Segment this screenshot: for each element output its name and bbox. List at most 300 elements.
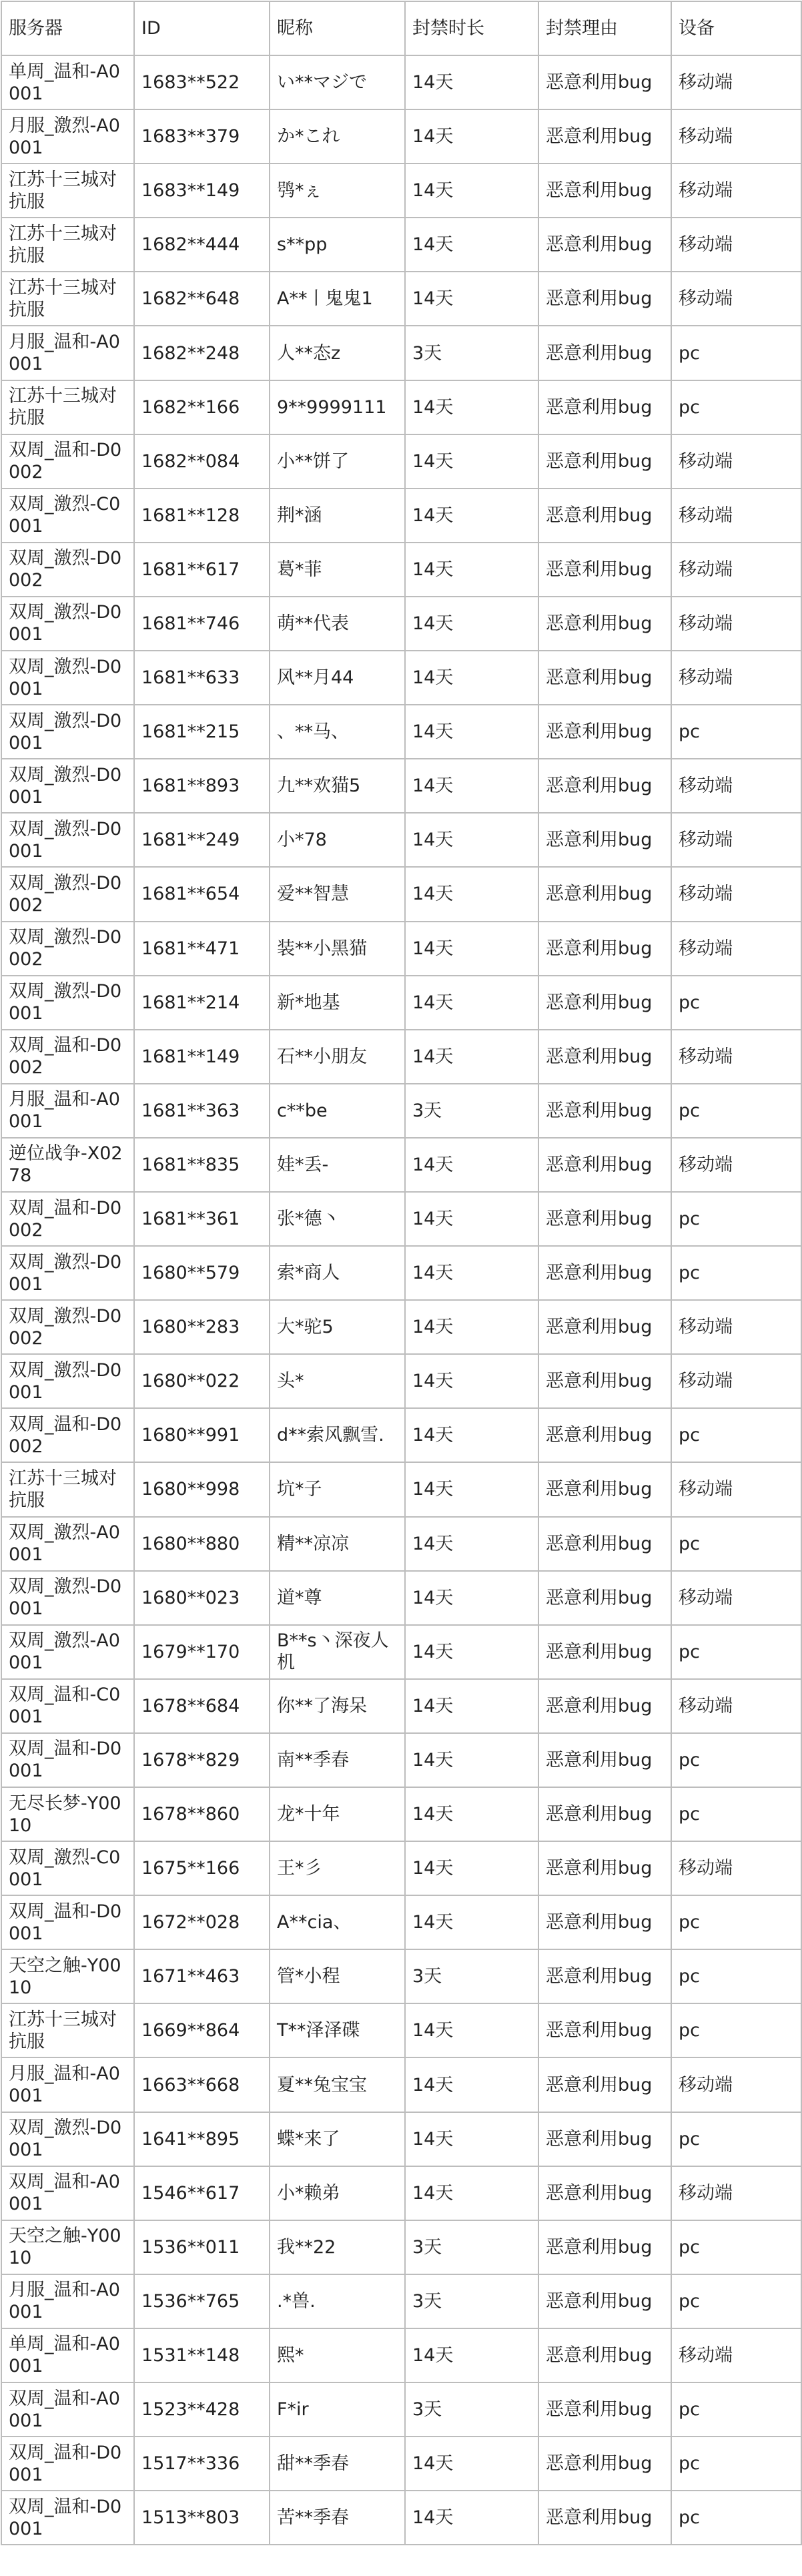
- cell-server: 单周_温和-A0001: [1, 55, 134, 109]
- table-row: [1, 1138, 801, 1192]
- cell-id: 1680**880: [134, 1517, 270, 1571]
- cell-ban-reason: 恶意利用bug: [538, 1084, 671, 1138]
- cell-device: pc: [671, 1787, 801, 1841]
- cell-nickname: 大*驼5: [270, 1300, 405, 1354]
- table-row: [1, 867, 801, 921]
- cell-nickname: 甜**季春: [270, 2437, 405, 2491]
- table-row: [1, 543, 801, 597]
- table-row: [1, 326, 801, 380]
- header-device: 设备: [671, 1, 801, 55]
- cell-server: 逆位战争-X0278: [1, 1138, 134, 1192]
- cell-ban-reason: 恶意利用bug: [538, 1300, 671, 1354]
- cell-ban-duration: 3天: [405, 2220, 538, 2274]
- cell-nickname: 娃*丢-: [270, 1138, 405, 1192]
- cell-nickname: 蝶*来了: [270, 2112, 405, 2166]
- cell-id: 1680**022: [134, 1354, 270, 1408]
- cell-id: 1681**893: [134, 759, 270, 813]
- cell-ban-duration: 14天: [405, 1571, 538, 1625]
- cell-id: 1546**617: [134, 2166, 270, 2220]
- cell-device: pc: [671, 1949, 801, 2003]
- cell-nickname: 风**月44: [270, 651, 405, 705]
- table-row: [1, 2003, 801, 2057]
- cell-nickname: 九**欢猫5: [270, 759, 405, 813]
- cell-ban-duration: 14天: [405, 434, 538, 489]
- cell-id: 1536**765: [134, 2274, 270, 2328]
- cell-ban-duration: 14天: [405, 1679, 538, 1733]
- cell-ban-duration: 14天: [405, 1138, 538, 1192]
- table-row: [1, 1517, 801, 1571]
- cell-server: 双周_温和-D0002: [1, 1192, 134, 1246]
- cell-server: 双周_激烈-C0001: [1, 1841, 134, 1895]
- cell-ban-duration: 3天: [405, 1949, 538, 2003]
- cell-device: 移动端: [671, 489, 801, 543]
- cell-id: 1536**011: [134, 2220, 270, 2274]
- cell-device: 移动端: [671, 1679, 801, 1733]
- cell-device: pc: [671, 976, 801, 1030]
- table-row: [1, 218, 801, 272]
- table-row: [1, 976, 801, 1030]
- cell-ban-reason: 恶意利用bug: [538, 1138, 671, 1192]
- cell-server: 双周_温和-A0001: [1, 2382, 134, 2437]
- cell-id: 1681**149: [134, 1030, 270, 1084]
- cell-server: 双周_激烈-D0001: [1, 976, 134, 1030]
- cell-device: pc: [671, 326, 801, 380]
- cell-nickname: .*兽.: [270, 2274, 405, 2328]
- cell-device: 移动端: [671, 1841, 801, 1895]
- table-row: [1, 164, 801, 218]
- cell-device: 移动端: [671, 434, 801, 489]
- cell-device: pc: [671, 1084, 801, 1138]
- cell-ban-reason: 恶意利用bug: [538, 2112, 671, 2166]
- cell-server: 双周_激烈-D0001: [1, 597, 134, 651]
- cell-device: pc: [671, 2437, 801, 2491]
- cell-ban-reason: 恶意利用bug: [538, 380, 671, 434]
- cell-server: 双周_激烈-A0001: [1, 1625, 134, 1679]
- cell-ban-reason: 恶意利用bug: [538, 272, 671, 326]
- cell-ban-duration: 14天: [405, 380, 538, 434]
- cell-device: 移动端: [671, 2328, 801, 2382]
- cell-device: pc: [671, 1517, 801, 1571]
- table-row: [1, 1300, 801, 1354]
- cell-ban-duration: 14天: [405, 2057, 538, 2112]
- cell-ban-duration: 14天: [405, 813, 538, 867]
- cell-ban-duration: 14天: [405, 759, 538, 813]
- cell-ban-duration: 3天: [405, 1084, 538, 1138]
- cell-device: pc: [671, 2003, 801, 2057]
- cell-device: pc: [671, 2491, 801, 2545]
- cell-nickname: d**索风飘雪.: [270, 1408, 405, 1462]
- cell-server: 双周_激烈-C0001: [1, 489, 134, 543]
- cell-ban-reason: 恶意利用bug: [538, 2491, 671, 2545]
- cell-device: pc: [671, 705, 801, 759]
- cell-ban-reason: 恶意利用bug: [538, 1787, 671, 1841]
- cell-ban-reason: 恶意利用bug: [538, 2166, 671, 2220]
- cell-device: 移动端: [671, 759, 801, 813]
- cell-id: 1678**684: [134, 1679, 270, 1733]
- cell-ban-duration: 14天: [405, 272, 538, 326]
- table-row: [1, 109, 801, 164]
- cell-nickname: 人**态z: [270, 326, 405, 380]
- cell-id: 1681**633: [134, 651, 270, 705]
- cell-device: pc: [671, 1192, 801, 1246]
- cell-ban-duration: 14天: [405, 109, 538, 164]
- cell-server: 天空之触-Y0010: [1, 1949, 134, 2003]
- cell-server: 无尽长梦-Y0010: [1, 1787, 134, 1841]
- cell-device: 移动端: [671, 543, 801, 597]
- cell-nickname: 鸮*ぇ: [270, 164, 405, 218]
- cell-id: 1679**170: [134, 1625, 270, 1679]
- cell-ban-duration: 14天: [405, 1462, 538, 1516]
- cell-ban-reason: 恶意利用bug: [538, 1841, 671, 1895]
- table-row: [1, 55, 801, 109]
- cell-server: 江苏十三城对抗服: [1, 164, 134, 218]
- cell-ban-duration: 14天: [405, 597, 538, 651]
- cell-nickname: 南**季春: [270, 1733, 405, 1787]
- cell-server: 双周_温和-D0002: [1, 1030, 134, 1084]
- cell-ban-reason: 恶意利用bug: [538, 1895, 671, 1949]
- cell-id: 1682**248: [134, 326, 270, 380]
- cell-device: 移动端: [671, 1138, 801, 1192]
- cell-id: 1681**363: [134, 1084, 270, 1138]
- cell-ban-duration: 3天: [405, 2382, 538, 2437]
- cell-server: 双周_温和-D0001: [1, 1895, 134, 1949]
- cell-id: 1681**215: [134, 705, 270, 759]
- cell-server: 双周_温和-D0002: [1, 434, 134, 489]
- cell-device: 移动端: [671, 2057, 801, 2112]
- cell-ban-reason: 恶意利用bug: [538, 705, 671, 759]
- cell-id: 1672**028: [134, 1895, 270, 1949]
- table-row: [1, 922, 801, 976]
- cell-ban-reason: 恶意利用bug: [538, 2057, 671, 2112]
- table-row: [1, 1084, 801, 1138]
- cell-ban-duration: 14天: [405, 489, 538, 543]
- cell-id: 1683**379: [134, 109, 270, 164]
- table-row: [1, 2491, 801, 2545]
- table-row: [1, 1841, 801, 1895]
- cell-id: 1641**895: [134, 2112, 270, 2166]
- table-row: [1, 1625, 801, 1679]
- cell-server: 双周_温和-C0001: [1, 1679, 134, 1733]
- cell-id: 1523**428: [134, 2382, 270, 2437]
- cell-nickname: 小*赖弟: [270, 2166, 405, 2220]
- cell-ban-duration: 14天: [405, 1246, 538, 1300]
- cell-nickname: 索*商人: [270, 1246, 405, 1300]
- table-row: [1, 2274, 801, 2328]
- cell-device: 移动端: [671, 1300, 801, 1354]
- cell-id: 1680**283: [134, 1300, 270, 1354]
- cell-server: 双周_温和-D0001: [1, 2491, 134, 2545]
- cell-id: 1681**654: [134, 867, 270, 921]
- cell-server: 双周_温和-D0001: [1, 1733, 134, 1787]
- cell-id: 1669**864: [134, 2003, 270, 2057]
- cell-id: 1517**336: [134, 2437, 270, 2491]
- cell-ban-reason: 恶意利用bug: [538, 2003, 671, 2057]
- cell-ban-reason: 恶意利用bug: [538, 1679, 671, 1733]
- cell-server: 月服_温和-A0001: [1, 2274, 134, 2328]
- cell-ban-duration: 14天: [405, 1895, 538, 1949]
- cell-ban-duration: 14天: [405, 1030, 538, 1084]
- cell-nickname: 坑*子: [270, 1462, 405, 1516]
- cell-id: 1680**023: [134, 1571, 270, 1625]
- table-row: [1, 705, 801, 759]
- cell-server: 双周_激烈-D0002: [1, 1300, 134, 1354]
- cell-id: 1681**214: [134, 976, 270, 1030]
- cell-server: 双周_激烈-D0001: [1, 1354, 134, 1408]
- cell-ban-reason: 恶意利用bug: [538, 1571, 671, 1625]
- cell-nickname: 爱**智慧: [270, 867, 405, 921]
- table-body: [1, 55, 801, 2545]
- cell-id: 1681**249: [134, 813, 270, 867]
- cell-device: 移动端: [671, 1571, 801, 1625]
- cell-ban-reason: 恶意利用bug: [538, 759, 671, 813]
- cell-id: 1680**579: [134, 1246, 270, 1300]
- cell-ban-reason: 恶意利用bug: [538, 813, 671, 867]
- cell-server: 双周_激烈-A0001: [1, 1517, 134, 1571]
- cell-ban-duration: 14天: [405, 55, 538, 109]
- table-row: [1, 1949, 801, 2003]
- table-row: [1, 1192, 801, 1246]
- cell-nickname: 张*德丶: [270, 1192, 405, 1246]
- cell-nickname: 龙*十年: [270, 1787, 405, 1841]
- cell-nickname: 熙*: [270, 2328, 405, 2382]
- cell-server: 双周_激烈-D0001: [1, 1571, 134, 1625]
- cell-server: 天空之触-Y0010: [1, 2220, 134, 2274]
- header-ban-reason: 封禁理由: [538, 1, 671, 55]
- cell-id: 1682**166: [134, 380, 270, 434]
- cell-ban-duration: 14天: [405, 2328, 538, 2382]
- cell-ban-duration: 14天: [405, 976, 538, 1030]
- cell-nickname: 管*小程: [270, 1949, 405, 2003]
- cell-ban-reason: 恶意利用bug: [538, 1949, 671, 2003]
- cell-device: 移动端: [671, 597, 801, 651]
- cell-id: 1671**463: [134, 1949, 270, 2003]
- table-row: [1, 1354, 801, 1408]
- cell-ban-reason: 恶意利用bug: [538, 2220, 671, 2274]
- table-row: [1, 1895, 801, 1949]
- cell-id: 1678**829: [134, 1733, 270, 1787]
- table-row: [1, 272, 801, 326]
- cell-device: 移动端: [671, 867, 801, 921]
- header-id: ID: [134, 1, 270, 55]
- table-row: [1, 1787, 801, 1841]
- cell-nickname: 葛*菲: [270, 543, 405, 597]
- cell-ban-reason: 恶意利用bug: [538, 1192, 671, 1246]
- cell-ban-reason: 恶意利用bug: [538, 1408, 671, 1462]
- cell-server: 双周_激烈-D0001: [1, 1246, 134, 1300]
- cell-server: 月服_温和-A0001: [1, 326, 134, 380]
- cell-ban-reason: 恶意利用bug: [538, 1462, 671, 1516]
- table-row: [1, 2112, 801, 2166]
- header-ban-duration: 封禁时长: [405, 1, 538, 55]
- cell-nickname: 萌**代表: [270, 597, 405, 651]
- cell-ban-reason: 恶意利用bug: [538, 164, 671, 218]
- cell-ban-reason: 恶意利用bug: [538, 55, 671, 109]
- table-row: [1, 2057, 801, 2112]
- cell-ban-reason: 恶意利用bug: [538, 651, 671, 705]
- cell-device: pc: [671, 2112, 801, 2166]
- cell-ban-duration: 14天: [405, 2003, 538, 2057]
- cell-nickname: 道*尊: [270, 1571, 405, 1625]
- cell-ban-duration: 3天: [405, 326, 538, 380]
- header-server: 服务器: [1, 1, 134, 55]
- cell-server: 月服_激烈-A0001: [1, 109, 134, 164]
- cell-id: 1681**835: [134, 1138, 270, 1192]
- cell-device: 移动端: [671, 218, 801, 272]
- cell-server: 双周_温和-D0001: [1, 2437, 134, 2491]
- cell-ban-duration: 14天: [405, 705, 538, 759]
- cell-device: pc: [671, 1895, 801, 1949]
- cell-ban-duration: 14天: [405, 1408, 538, 1462]
- cell-server: 双周_激烈-D0002: [1, 543, 134, 597]
- cell-id: 1531**148: [134, 2328, 270, 2382]
- cell-device: pc: [671, 1625, 801, 1679]
- cell-ban-duration: 14天: [405, 651, 538, 705]
- cell-device: 移动端: [671, 164, 801, 218]
- cell-server: 双周_激烈-D0001: [1, 2112, 134, 2166]
- cell-nickname: 小*78: [270, 813, 405, 867]
- cell-nickname: 石**小朋友: [270, 1030, 405, 1084]
- cell-server: 双周_激烈-D0001: [1, 651, 134, 705]
- cell-ban-reason: 恶意利用bug: [538, 1354, 671, 1408]
- table-row: [1, 1030, 801, 1084]
- table-row: [1, 434, 801, 489]
- cell-ban-reason: 恶意利用bug: [538, 2382, 671, 2437]
- cell-id: 1683**149: [134, 164, 270, 218]
- cell-ban-reason: 恶意利用bug: [538, 1246, 671, 1300]
- table-row: [1, 2382, 801, 2437]
- cell-ban-reason: 恶意利用bug: [538, 2328, 671, 2382]
- cell-device: pc: [671, 1246, 801, 1300]
- cell-ban-duration: 14天: [405, 1625, 538, 1679]
- cell-nickname: 、**马、: [270, 705, 405, 759]
- cell-id: 1681**746: [134, 597, 270, 651]
- cell-ban-reason: 恶意利用bug: [538, 976, 671, 1030]
- cell-device: 移动端: [671, 1462, 801, 1516]
- cell-device: 移动端: [671, 272, 801, 326]
- cell-server: 江苏十三城对抗服: [1, 380, 134, 434]
- cell-ban-duration: 14天: [405, 1192, 538, 1246]
- table-row: [1, 651, 801, 705]
- table-row: [1, 1571, 801, 1625]
- table-row: [1, 813, 801, 867]
- cell-device: 移动端: [671, 1354, 801, 1408]
- cell-nickname: 新*地基: [270, 976, 405, 1030]
- cell-id: 1663**668: [134, 2057, 270, 2112]
- cell-ban-reason: 恶意利用bug: [538, 489, 671, 543]
- cell-device: 移动端: [671, 1030, 801, 1084]
- cell-ban-duration: 14天: [405, 867, 538, 921]
- cell-nickname: 装**小黑猫: [270, 922, 405, 976]
- cell-nickname: T**泽泽碟: [270, 2003, 405, 2057]
- cell-id: 1513**803: [134, 2491, 270, 2545]
- cell-device: 移动端: [671, 813, 801, 867]
- cell-server: 双周_激烈-D0001: [1, 759, 134, 813]
- cell-nickname: 我**22: [270, 2220, 405, 2274]
- cell-ban-duration: 14天: [405, 2112, 538, 2166]
- table-row: [1, 1462, 801, 1516]
- cell-nickname: A**cia、: [270, 1895, 405, 1949]
- cell-ban-duration: 14天: [405, 164, 538, 218]
- table-row: [1, 1733, 801, 1787]
- cell-nickname: 王*彡: [270, 1841, 405, 1895]
- cell-device: pc: [671, 2220, 801, 2274]
- cell-device: 移动端: [671, 109, 801, 164]
- cell-server: 双周_激烈-D0002: [1, 867, 134, 921]
- header-nickname: 昵称: [270, 1, 405, 55]
- table-row: [1, 2328, 801, 2382]
- cell-ban-reason: 恶意利用bug: [538, 2274, 671, 2328]
- cell-id: 1683**522: [134, 55, 270, 109]
- table-row: [1, 380, 801, 434]
- cell-ban-reason: 恶意利用bug: [538, 1625, 671, 1679]
- cell-ban-reason: 恶意利用bug: [538, 597, 671, 651]
- cell-ban-duration: 14天: [405, 218, 538, 272]
- cell-id: 1678**860: [134, 1787, 270, 1841]
- cell-server: 单周_温和-A0001: [1, 2328, 134, 2382]
- cell-server: 双周_温和-A0001: [1, 2166, 134, 2220]
- cell-ban-duration: 14天: [405, 2437, 538, 2491]
- cell-id: 1682**444: [134, 218, 270, 272]
- cell-ban-duration: 14天: [405, 1787, 538, 1841]
- cell-id: 1680**998: [134, 1462, 270, 1516]
- cell-nickname: い**マジで: [270, 55, 405, 109]
- cell-device: pc: [671, 2274, 801, 2328]
- cell-ban-duration: 14天: [405, 1354, 538, 1408]
- table-row: [1, 597, 801, 651]
- cell-id: 1682**084: [134, 434, 270, 489]
- cell-server: 双周_激烈-D0001: [1, 705, 134, 759]
- cell-nickname: F*ir: [270, 2382, 405, 2437]
- cell-server: 江苏十三城对抗服: [1, 1462, 134, 1516]
- cell-ban-reason: 恶意利用bug: [538, 109, 671, 164]
- cell-nickname: か*これ: [270, 109, 405, 164]
- cell-nickname: 荆*涵: [270, 489, 405, 543]
- table-header-row: [1, 1, 801, 55]
- cell-ban-reason: 恶意利用bug: [538, 434, 671, 489]
- cell-ban-duration: 14天: [405, 1300, 538, 1354]
- cell-server: 双周_温和-D0002: [1, 1408, 134, 1462]
- cell-nickname: 夏**兔宝宝: [270, 2057, 405, 2112]
- cell-ban-reason: 恶意利用bug: [538, 922, 671, 976]
- cell-ban-duration: 14天: [405, 1841, 538, 1895]
- table-row: [1, 489, 801, 543]
- cell-device: 移动端: [671, 55, 801, 109]
- cell-server: 江苏十三城对抗服: [1, 218, 134, 272]
- cell-ban-duration: 14天: [405, 922, 538, 976]
- cell-ban-reason: 恶意利用bug: [538, 867, 671, 921]
- table-row: [1, 1408, 801, 1462]
- cell-device: pc: [671, 1733, 801, 1787]
- cell-ban-reason: 恶意利用bug: [538, 1030, 671, 1084]
- cell-ban-duration: 14天: [405, 1517, 538, 1571]
- cell-ban-duration: 14天: [405, 543, 538, 597]
- cell-id: 1681**471: [134, 922, 270, 976]
- cell-ban-duration: 14天: [405, 2491, 538, 2545]
- cell-id: 1682**648: [134, 272, 270, 326]
- cell-ban-duration: 3天: [405, 2274, 538, 2328]
- cell-nickname: 精**凉凉: [270, 1517, 405, 1571]
- cell-id: 1680**991: [134, 1408, 270, 1462]
- table-row: [1, 2220, 801, 2274]
- table-row: [1, 1246, 801, 1300]
- cell-nickname: 9**9999111: [270, 380, 405, 434]
- cell-device: 移动端: [671, 2166, 801, 2220]
- cell-id: 1681**361: [134, 1192, 270, 1246]
- cell-device: 移动端: [671, 922, 801, 976]
- cell-ban-duration: 14天: [405, 1733, 538, 1787]
- table-row: [1, 759, 801, 813]
- cell-ban-reason: 恶意利用bug: [538, 218, 671, 272]
